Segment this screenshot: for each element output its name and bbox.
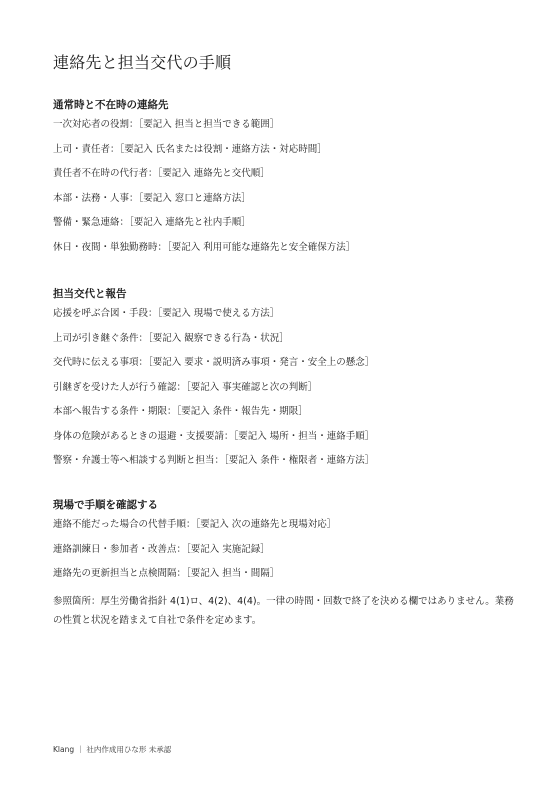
- field-value: ［要記入 実施記録］: [186, 543, 270, 555]
- section-heading: 現場で手順を確認する: [53, 499, 158, 511]
- field-label: 責任者不在時の代行者：: [53, 168, 158, 179]
- section-verification: [53, 498, 523, 630]
- field-value: ［要記入 氏名または役割・連絡方法・対応時間］: [119, 143, 327, 155]
- section-handover: [53, 287, 523, 479]
- field-line: [53, 454, 523, 468]
- field-value: ［要記入 事実確認と次の判断］: [186, 381, 318, 393]
- field-line: [53, 143, 523, 157]
- field-label: 上司・責任者：: [53, 143, 120, 155]
- field-label: 上司が引き継ぐ条件：: [53, 332, 149, 344]
- field-line: [53, 216, 523, 230]
- field-label: 本部へ報告する条件・期限：: [53, 406, 177, 417]
- field-value: ［要記入 条件・報告先・期限］: [176, 406, 308, 417]
- field-value: ［要記入 次の連絡先と現場対応］: [195, 519, 337, 530]
- field-label: 交代時に伝える事項：: [53, 357, 149, 368]
- field-line: [53, 518, 523, 532]
- section-contacts: [53, 98, 523, 265]
- field-line: [53, 430, 523, 444]
- field-line: [53, 543, 523, 557]
- footer-text: Klang ｜ 社内作成用ひな形 未承認: [53, 745, 172, 754]
- field-value: ［要記入 担当と担当できる範囲］: [138, 119, 280, 130]
- field-value: ［要記入 担当・間隔］: [186, 568, 280, 579]
- field-line: [53, 332, 523, 346]
- field-line: [53, 167, 523, 181]
- section-heading: 通常時と不在時の連絡先: [53, 99, 169, 111]
- field-label: 一次対応者の役割：: [53, 119, 139, 130]
- field-line: [53, 567, 523, 581]
- field-label: 休日・夜間・単独勤務時：: [53, 241, 168, 253]
- field-line: [53, 381, 523, 395]
- field-value: ［要記入 現場で使える方法］: [157, 308, 280, 319]
- field-label: 連絡訓練日・参加者・改善点：: [53, 543, 187, 555]
- field-label: 連絡先の更新担当と点検間隔：: [53, 568, 187, 579]
- section-heading: 担当交代と報告: [53, 288, 127, 300]
- field-label: 警備・緊急連絡：: [53, 217, 130, 228]
- field-line: [53, 241, 523, 255]
- field-value: ［要記入 利用可能な連絡先と安全確保方法］: [167, 241, 356, 253]
- field-label: 連絡不能だった場合の代替手順：: [53, 519, 196, 530]
- field-value: ［要記入 連絡先と交代順］: [157, 168, 270, 179]
- field-label: 警察・弁護士等へ相談する判断と担当：: [53, 455, 225, 466]
- reference-note: 参照箇所：厚生労働省指針 4(1)ロ、4(2)、4(4)。一律の時間・回数で終了を決める欄ではありません。業務の性質と状況を踏まえて自社で条件を定めます。: [53, 595, 514, 626]
- field-value: ［要記入 条件・権限者・連絡方法］: [224, 455, 375, 466]
- field-value: ［要記入 連絡先と社内手順］: [129, 217, 251, 228]
- field-value: ［要記入 要求・説明済み事項・発言・安全上の懸念］: [148, 357, 375, 368]
- field-value: ［要記入 場所・担当・連絡手順］: [233, 430, 375, 442]
- field-label: 身体の危険があるときの退避・支援要請：: [53, 430, 234, 442]
- field-label: 応援を呼ぶ合図・手段：: [53, 308, 158, 319]
- field-line: [53, 307, 523, 321]
- field-label: 本部・法務・人事：: [53, 192, 139, 204]
- field-line: [53, 192, 523, 206]
- field-line: [53, 118, 523, 132]
- document-title: 連絡先と担当交代の手順: [53, 53, 232, 72]
- field-value: ［要記入 窓口と連絡方法］: [138, 192, 251, 204]
- field-line: [53, 405, 523, 419]
- field-line: [53, 356, 523, 370]
- field-value: ［要記入 観察できる行為・状況］: [148, 332, 289, 344]
- field-label: 引継ぎを受けた人が行う確認：: [53, 381, 187, 393]
